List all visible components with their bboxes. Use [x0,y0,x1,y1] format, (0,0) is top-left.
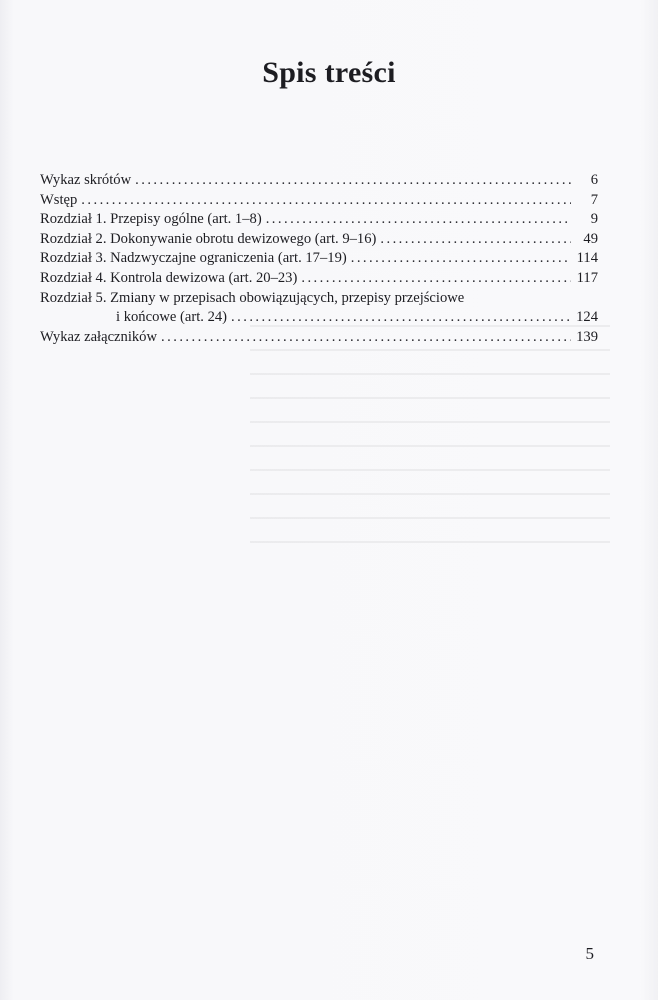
dot-leader [231,308,571,328]
toc-entry-page: 124 [576,309,598,326]
dot-leader [81,191,571,211]
toc-entry-label: Wykaz skrótów [40,172,132,188]
toc-entry-label: Rozdział 4. Kontrola dewizowa (art. 20–23) [40,269,298,286]
toc-entry-label: Rozdział 2. Dokonywanie obrotu dewizowego (art. 9–16) [40,230,377,247]
toc-entry-rozdzial-1[interactable] [40,210,598,230]
toc-entry-label: Wstęp [40,191,78,208]
dot-leader [135,171,571,191]
toc-entry-page: 6 [590,172,598,188]
dot-leader [351,249,571,269]
toc-entry-page: 114 [576,250,598,267]
toc-entry-label: Wykaz załączników [40,328,158,345]
toc-entry-rozdzial-2[interactable] [40,230,598,250]
toc-entry-page: 117 [576,269,598,286]
page-title: Spis treści [262,56,396,89]
table-of-contents [40,171,598,347]
toc-entry-rozdzial-3[interactable] [40,249,598,269]
dot-leader [266,210,571,230]
toc-entry-page: 7 [590,191,598,208]
toc-entry-rozdzial-4[interactable] [40,269,598,289]
toc-entry-wykaz-skrotow[interactable] [40,171,598,191]
toc-entry-label: Rozdział 1. Przepisy ogólne (art. 1–8) [40,211,262,228]
toc-entry-page: 49 [583,230,598,247]
dot-leader [301,269,571,289]
toc-entry-wykaz-zalacznikow[interactable] [40,328,598,348]
dot-leader [161,328,571,348]
toc-entry-page: 139 [576,328,598,345]
bleed-through-shadow [250,325,610,585]
toc-entry-page: 9 [590,211,598,228]
toc-entry-rozdzial-5[interactable] [40,289,598,328]
toc-entry-label-line1: Rozdział 5. Zmiany w przepisach obowiązujących, przepisy przejściowe [40,289,465,306]
dot-leader [380,230,571,250]
toc-entry-label: Rozdział 3. Nadzwyczajne ograniczenia (art. 17–19) [40,250,347,267]
toc-entry-label-line2: i końcowe (art. 24) [116,309,228,326]
page-number: 5 [585,944,594,963]
toc-entry-wstep[interactable] [40,191,598,211]
